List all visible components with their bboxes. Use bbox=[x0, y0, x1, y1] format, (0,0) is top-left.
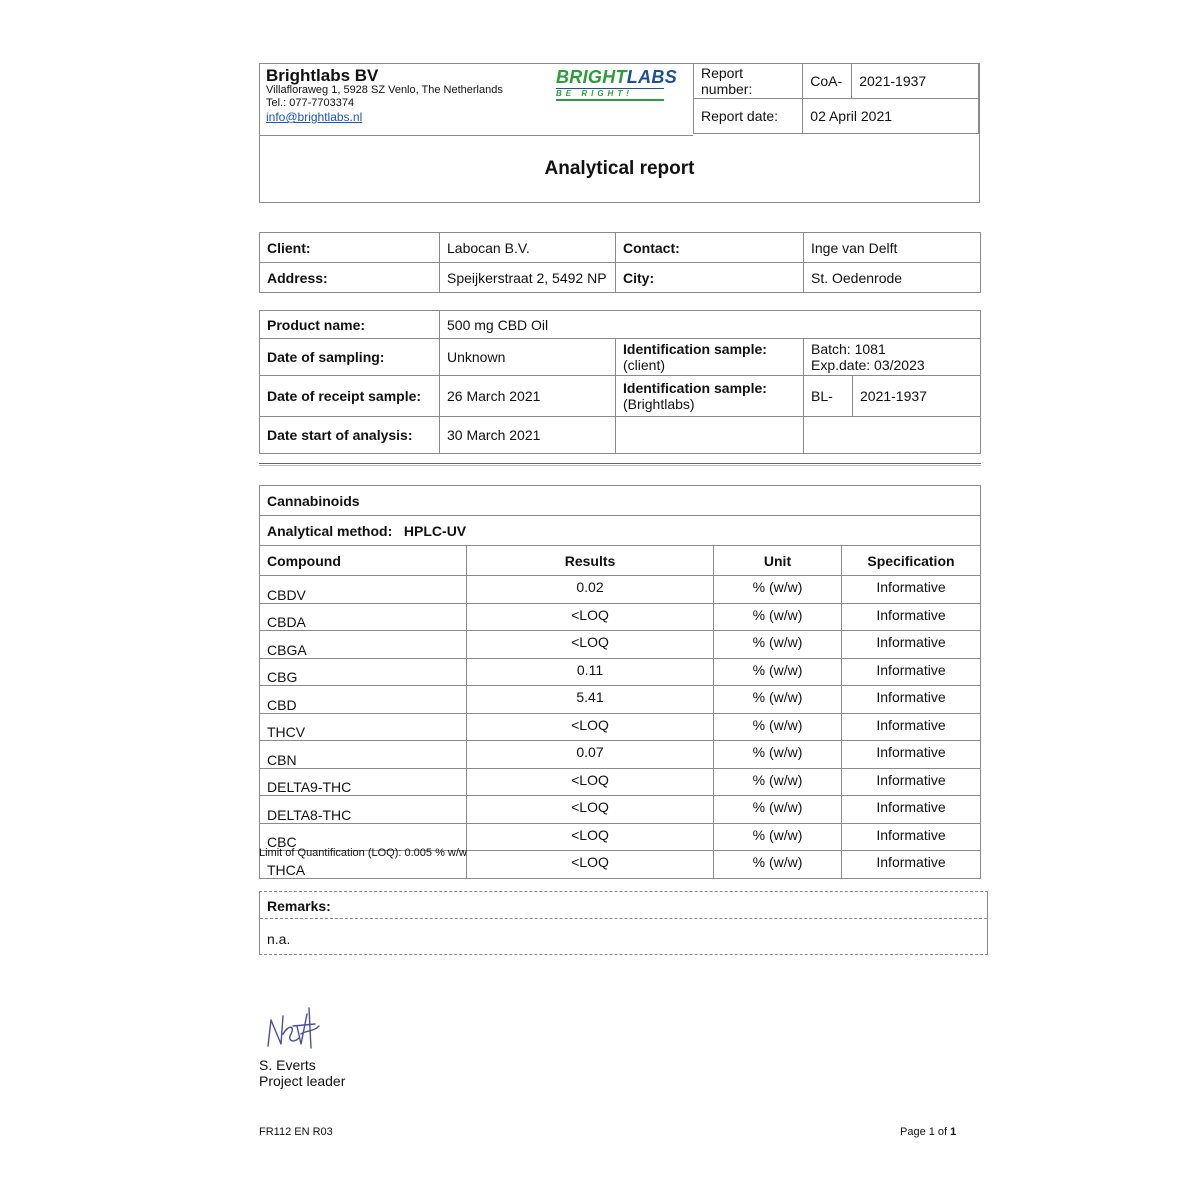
table-row bbox=[260, 603, 981, 631]
signer-name: S. Everts bbox=[259, 1057, 316, 1073]
unit-cell: % (w/w) bbox=[714, 658, 842, 686]
batch-number: Batch: 1081 bbox=[811, 341, 886, 357]
page-number bbox=[900, 1126, 956, 1138]
loq-note: Limit of Quantification (LOQ): 0.005 % w/w bbox=[259, 847, 467, 859]
receipt-date-value: 26 March 2021 bbox=[440, 376, 616, 417]
cannabinoids-section-title: Cannabinoids bbox=[260, 486, 981, 516]
specification-cell: Informative bbox=[842, 658, 981, 686]
compound-cell: CBDA bbox=[260, 603, 467, 631]
unit-cell: % (w/w) bbox=[714, 631, 842, 659]
unit-cell: % (w/w) bbox=[714, 796, 842, 824]
result-cell: <LOQ bbox=[467, 796, 714, 824]
company-email-link[interactable]: info@brightlabs.nl bbox=[266, 110, 363, 124]
address-value: Speijkerstraat 2, 5492 NP bbox=[440, 263, 616, 293]
id-sample-bl-value bbox=[804, 376, 981, 417]
compound-cell: CBGA bbox=[260, 631, 467, 659]
specification-cell: Informative bbox=[842, 768, 981, 796]
unit-cell: % (w/w) bbox=[714, 741, 842, 769]
remarks-divider bbox=[260, 918, 987, 919]
specification-cell: Informative bbox=[842, 823, 981, 851]
unit-cell: % (w/w) bbox=[714, 851, 842, 879]
contact-label: Contact: bbox=[616, 233, 804, 263]
column-header-specification: Specification bbox=[842, 546, 981, 576]
method-value: HPLC-UV bbox=[403, 522, 467, 539]
compound-cell: CBG bbox=[260, 658, 467, 686]
brightlabs-logo bbox=[546, 67, 677, 103]
header-divider bbox=[260, 135, 693, 136]
city-label: City: bbox=[616, 263, 804, 293]
compound-cell: DELTA9-THC bbox=[260, 768, 467, 796]
table-row bbox=[260, 768, 981, 796]
sampling-date-value: Unknown bbox=[440, 339, 616, 376]
report-number-value: 2021-1937 bbox=[852, 64, 979, 99]
report-date-label: Report date: bbox=[694, 99, 803, 134]
empty-cell bbox=[616, 417, 804, 454]
table-row bbox=[260, 796, 981, 824]
unit-cell: % (w/w) bbox=[714, 823, 842, 851]
client-value: Labocan B.V. bbox=[440, 233, 616, 263]
compound-cell: CBN bbox=[260, 741, 467, 769]
table-row bbox=[260, 713, 981, 741]
empty-cell bbox=[804, 417, 981, 454]
result-cell: <LOQ bbox=[467, 603, 714, 631]
signer-role: Project leader bbox=[259, 1073, 346, 1089]
analysis-start-label: Date start of analysis: bbox=[260, 417, 440, 454]
specification-cell: Informative bbox=[842, 796, 981, 824]
result-cell: 5.41 bbox=[467, 686, 714, 714]
specification-cell: Informative bbox=[842, 576, 981, 604]
logo-word-labs: LABS bbox=[626, 67, 677, 87]
report-number-label: Report number: bbox=[694, 64, 803, 99]
result-cell: <LOQ bbox=[467, 823, 714, 851]
cannabinoids-table bbox=[259, 485, 981, 879]
column-header-compound: Compound bbox=[260, 546, 467, 576]
id-sample-bl-label: Identification sample: (Brightlabs) bbox=[616, 376, 804, 417]
unit-cell: % (w/w) bbox=[714, 576, 842, 604]
report-header bbox=[259, 63, 980, 203]
client-label: Client: bbox=[260, 233, 440, 263]
result-cell: <LOQ bbox=[467, 631, 714, 659]
page-number-total: 1 bbox=[950, 1126, 957, 1138]
page-number-prefix: Page 1 of bbox=[900, 1126, 951, 1138]
compound-cell: DELTA8-THC bbox=[260, 796, 467, 824]
analytical-method bbox=[260, 516, 981, 546]
company-address: Villafloraweg 1, 5928 SZ Venlo, The Netherlands bbox=[266, 84, 503, 96]
product-name-value: 500 mg CBD Oil bbox=[440, 311, 981, 339]
remarks-box bbox=[259, 891, 988, 955]
result-cell: <LOQ bbox=[467, 713, 714, 741]
remarks-text: n.a. bbox=[267, 931, 291, 947]
unit-cell: % (w/w) bbox=[714, 768, 842, 796]
result-cell: <LOQ bbox=[467, 768, 714, 796]
product-name-label: Product name: bbox=[260, 311, 440, 339]
city-value: St. Oedenrode bbox=[804, 263, 981, 293]
result-cell: 0.07 bbox=[467, 741, 714, 769]
specification-cell: Informative bbox=[842, 631, 981, 659]
report-number-prefix: CoA- bbox=[803, 64, 852, 99]
page-title: Analytical report bbox=[544, 158, 695, 179]
unit-cell: % (w/w) bbox=[714, 603, 842, 631]
client-table bbox=[259, 232, 981, 293]
product-table bbox=[259, 310, 981, 454]
contact-value: Inge van Delft bbox=[804, 233, 981, 263]
id-sample-client-label: Identification sample: (client) bbox=[616, 339, 804, 376]
report-id-box bbox=[693, 63, 979, 134]
id-sample-client-value bbox=[804, 339, 981, 376]
logo-tagline: BE RIGHT! bbox=[556, 88, 664, 101]
specification-cell: Informative bbox=[842, 713, 981, 741]
signature-image bbox=[263, 1004, 323, 1052]
compound-cell: THCV bbox=[260, 713, 467, 741]
logo-word-bright: BRIGHT bbox=[556, 67, 627, 87]
form-code: FR112 EN R03 bbox=[259, 1126, 333, 1138]
address-label: Address: bbox=[260, 263, 440, 293]
cannabinoids-rows bbox=[260, 576, 981, 879]
table-row bbox=[260, 686, 981, 714]
section-divider bbox=[259, 463, 981, 466]
analysis-start-value: 30 March 2021 bbox=[440, 417, 616, 454]
specification-cell: Informative bbox=[842, 603, 981, 631]
specification-cell: Informative bbox=[842, 741, 981, 769]
method-label: Analytical method: bbox=[267, 522, 393, 539]
result-cell: 0.02 bbox=[467, 576, 714, 604]
sampling-date-label: Date of sampling: bbox=[260, 339, 440, 376]
remarks-title: Remarks: bbox=[267, 898, 331, 914]
receipt-date-label: Date of receipt sample: bbox=[260, 376, 440, 417]
bl-prefix: BL- bbox=[804, 376, 853, 416]
unit-cell: % (w/w) bbox=[714, 713, 842, 741]
table-row bbox=[260, 741, 981, 769]
unit-cell: % (w/w) bbox=[714, 686, 842, 714]
column-header-results: Results bbox=[467, 546, 714, 576]
company-phone: Tel.: 077-7703374 bbox=[266, 97, 355, 109]
specification-cell: Informative bbox=[842, 686, 981, 714]
expiry-date: Exp.date: 03/2023 bbox=[811, 357, 925, 373]
specification-cell: Informative bbox=[842, 851, 981, 879]
report-date-value: 02 April 2021 bbox=[803, 99, 979, 134]
result-cell: <LOQ bbox=[467, 851, 714, 879]
company-name: Brightlabs BV bbox=[266, 66, 379, 85]
table-row bbox=[260, 631, 981, 659]
compound-cell: CBD bbox=[260, 686, 467, 714]
result-cell: 0.11 bbox=[467, 658, 714, 686]
compound-cell: CBDV bbox=[260, 576, 467, 604]
compound-cell: THCA bbox=[260, 851, 467, 879]
table-row bbox=[260, 576, 981, 604]
column-header-unit: Unit bbox=[714, 546, 842, 576]
table-row bbox=[260, 658, 981, 686]
bl-number: 2021-1937 bbox=[860, 388, 927, 404]
compound-cell: CBC bbox=[260, 823, 467, 851]
